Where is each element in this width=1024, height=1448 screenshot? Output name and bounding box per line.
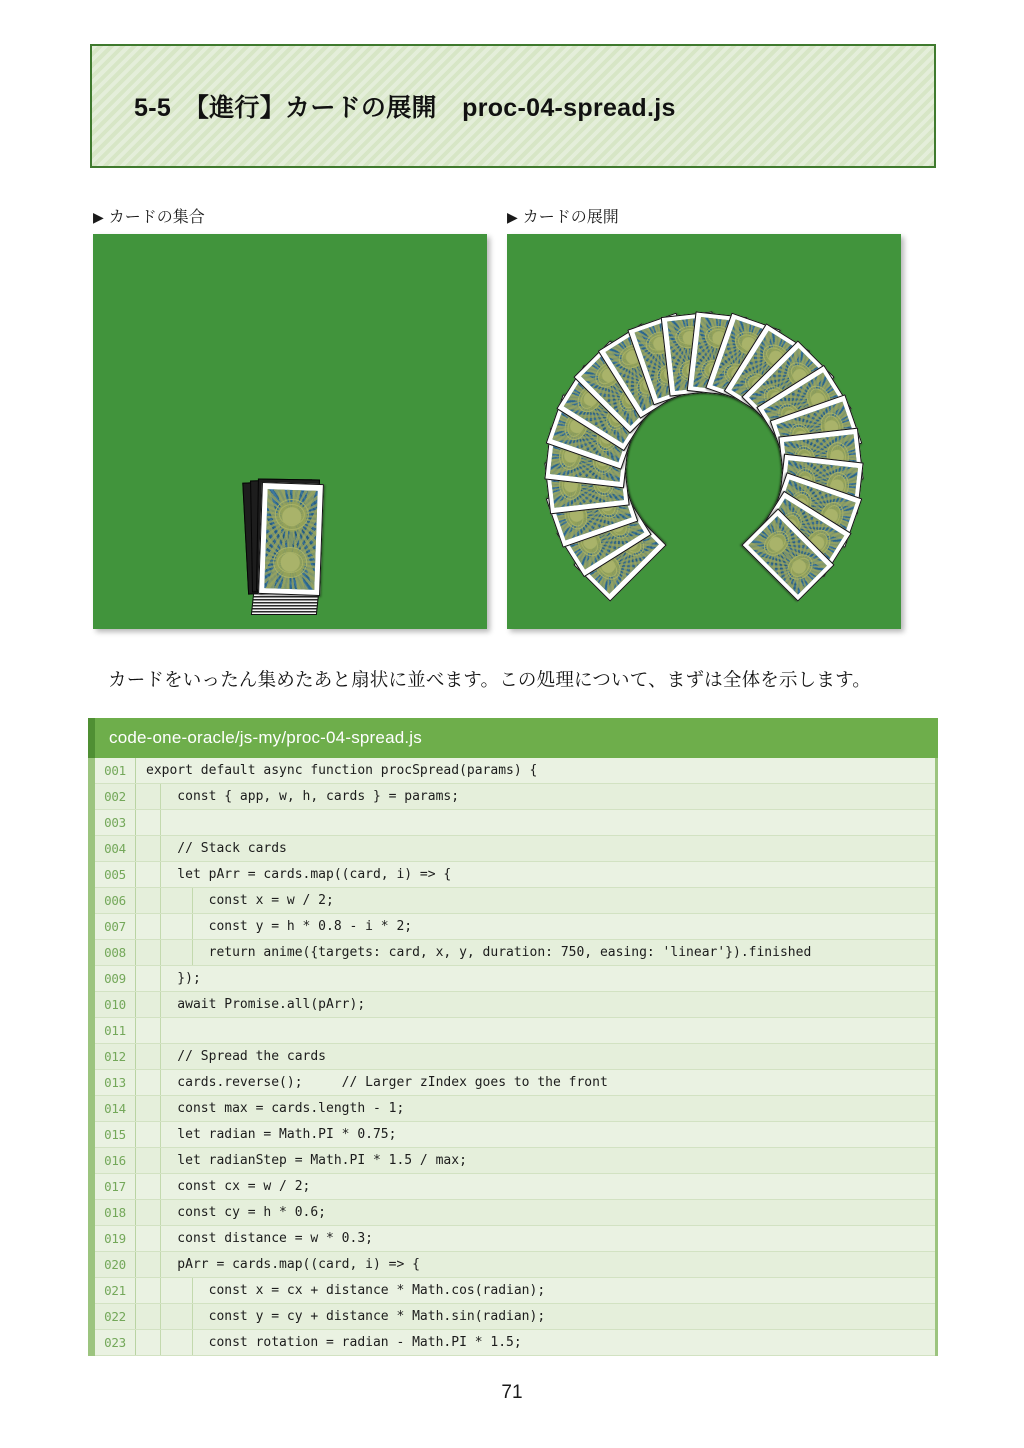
indent-guide — [160, 1174, 161, 1199]
code-line-text — [135, 1304, 935, 1329]
code-line — [95, 1174, 935, 1200]
code-line-number: 017 — [104, 1179, 126, 1194]
indent-guide — [192, 914, 193, 939]
code-line-text — [135, 1174, 935, 1199]
code-line — [95, 1252, 935, 1278]
card-back-top — [258, 482, 324, 596]
code-line-number: 018 — [104, 1205, 126, 1220]
code-line-number: 020 — [104, 1257, 126, 1272]
code-line-number: 021 — [104, 1283, 126, 1298]
code-line-text — [135, 784, 935, 809]
code-line — [95, 862, 935, 888]
code-line-number: 009 — [104, 971, 126, 986]
code-text-span: let radianStep = Math.PI * 1.5 / max; — [146, 1153, 467, 1168]
code-line — [95, 914, 935, 940]
code-line-number: 002 — [104, 789, 126, 804]
indent-guide — [192, 940, 193, 965]
code-text-span: const distance = w * 0.3; — [146, 1231, 373, 1246]
code-line — [95, 758, 935, 784]
code-line-text — [135, 1226, 935, 1251]
code-text-span: let radian = Math.PI * 0.75; — [146, 1127, 397, 1142]
code-line-text — [135, 1018, 935, 1043]
code-line-text — [135, 1200, 935, 1225]
code-line-text — [135, 1330, 935, 1355]
indent-guide — [160, 836, 161, 861]
code-line — [95, 1070, 935, 1096]
code-line — [95, 1044, 935, 1070]
code-line-number: 014 — [104, 1101, 126, 1116]
indent-guide — [160, 888, 161, 913]
code-line-number: 005 — [104, 867, 126, 882]
code-text-span: cards.reverse(); // Larger zIndex goes to the front — [146, 1075, 608, 1090]
code-line-number: 007 — [104, 919, 126, 934]
indent-guide — [160, 1148, 161, 1173]
code-line-number: 008 — [104, 945, 126, 960]
code-line — [95, 1200, 935, 1226]
code-line-text — [135, 888, 935, 913]
triangle-marker-icon: ▶ — [507, 209, 518, 225]
code-text-span: const rotation = radian - Math.PI * 1.5; — [146, 1335, 522, 1350]
page-title: 5-5 【進行】カードの展開 proc-04-spread.js — [134, 94, 676, 122]
code-line — [95, 1148, 935, 1174]
card-mandala-ring — [277, 551, 303, 573]
code-listing — [88, 718, 938, 1356]
indent-guide — [160, 1096, 161, 1121]
code-line — [95, 1226, 935, 1252]
code-text-span: // Spread the cards — [146, 1049, 327, 1064]
code-text-span: return anime({targets: card, x, y, duration: 750, easing: 'linear'}).finished — [146, 945, 812, 960]
indent-guide — [160, 1122, 161, 1147]
code-line-text — [135, 1148, 935, 1173]
code-line — [95, 1304, 935, 1330]
code-line-number: 011 — [104, 1023, 126, 1038]
code-line-number: 001 — [104, 763, 126, 778]
indent-guide — [160, 914, 161, 939]
code-text-span: pArr = cards.map((card, i) => { — [146, 1257, 420, 1272]
code-lines-container — [88, 758, 938, 1356]
code-filename-bar — [88, 718, 938, 758]
code-line-number: 022 — [104, 1309, 126, 1324]
indent-guide — [160, 992, 161, 1017]
code-line-number: 003 — [104, 815, 126, 830]
indent-guide — [160, 966, 161, 991]
code-line-number: 004 — [104, 841, 126, 856]
figure-caption-left-label: カードの集合 — [108, 209, 205, 226]
card-deck-stack — [248, 479, 328, 599]
code-line-text — [135, 758, 935, 783]
code-line — [95, 836, 935, 862]
code-line — [95, 1122, 935, 1148]
code-line-number: 023 — [104, 1335, 126, 1350]
indent-guide — [160, 1044, 161, 1069]
code-line-number: 006 — [104, 893, 126, 908]
figure-caption-right-label: カードの展開 — [522, 209, 619, 226]
figure-caption-right — [507, 204, 619, 227]
code-text-span: const x = w / 2; — [146, 893, 334, 908]
indent-guide — [192, 1278, 193, 1303]
indent-guide — [160, 1018, 161, 1043]
code-line — [95, 1330, 935, 1356]
code-text-span: const y = cy + distance * Math.sin(radian); — [146, 1309, 546, 1324]
code-line — [95, 966, 935, 992]
code-text-span: const x = cx + distance * Math.cos(radian); — [146, 1283, 546, 1298]
code-line — [95, 888, 935, 914]
code-line-text — [135, 914, 935, 939]
indent-guide — [160, 862, 161, 887]
indent-guide — [160, 1330, 161, 1355]
code-text-span: const cx = w / 2; — [146, 1179, 311, 1194]
code-text-span: // Stack cards — [146, 841, 287, 856]
code-line-text — [135, 940, 935, 965]
code-text-span — [146, 815, 177, 830]
code-line-number: 010 — [104, 997, 126, 1012]
code-line-number: 019 — [104, 1231, 126, 1246]
section-header — [90, 44, 936, 168]
code-line — [95, 940, 935, 966]
code-text-span — [146, 1023, 177, 1038]
card-fan-arc — [507, 234, 901, 629]
code-line-text — [135, 862, 935, 887]
code-line-text — [135, 1122, 935, 1147]
code-line-text — [135, 1252, 935, 1277]
code-line — [95, 1018, 935, 1044]
code-line-number: 013 — [104, 1075, 126, 1090]
code-line-text — [135, 810, 935, 835]
figure-caption-left — [93, 204, 205, 227]
indent-guide — [160, 1304, 161, 1329]
code-line-text — [135, 1070, 935, 1095]
figure-card-spread — [507, 234, 901, 629]
indent-guide — [192, 1330, 193, 1355]
code-text-span: const cy = h * 0.6; — [146, 1205, 327, 1220]
code-line — [95, 810, 935, 836]
indent-guide — [160, 1252, 161, 1277]
code-filename: code-one-oracle/js-my/proc-04-spread.js — [109, 728, 422, 747]
code-line-text — [135, 992, 935, 1017]
code-line — [95, 1096, 935, 1122]
page-number: 71 — [501, 1382, 523, 1403]
triangle-marker-icon: ▶ — [93, 209, 104, 225]
code-line-number: 016 — [104, 1153, 126, 1168]
indent-guide — [192, 1304, 193, 1329]
body-paragraph: カードをいったん集めたあと扇状に並べます。この処理について、まずは全体を示します。 — [108, 669, 872, 690]
indent-guide — [160, 1070, 161, 1095]
code-text-span: export default async function procSpread(params) { — [146, 763, 538, 778]
code-text-span: await Promise.all(pArr); — [146, 997, 366, 1012]
indent-guide — [160, 1200, 161, 1225]
code-text-span: let pArr = cards.map((card, i) => { — [146, 867, 452, 882]
code-line-number: 012 — [104, 1049, 126, 1064]
code-line-text — [135, 836, 935, 861]
indent-guide — [160, 784, 161, 809]
code-line-text — [135, 966, 935, 991]
code-line-text — [135, 1096, 935, 1121]
indent-guide — [160, 940, 161, 965]
code-line-text — [135, 1278, 935, 1303]
code-line-number: 015 — [104, 1127, 126, 1142]
code-line — [95, 784, 935, 810]
deck-edge-stripes — [251, 593, 319, 615]
indent-guide — [160, 1226, 161, 1251]
code-text-span: const y = h * 0.8 - i * 2; — [146, 919, 413, 934]
code-line — [95, 1278, 935, 1304]
card-back-pattern — [265, 489, 318, 590]
code-text-span: const { app, w, h, cards } = params; — [146, 789, 460, 804]
code-text-span: }); — [146, 971, 201, 986]
code-text-span: const max = cards.length - 1; — [146, 1101, 405, 1116]
indent-guide — [192, 888, 193, 913]
code-line-text — [135, 1044, 935, 1069]
indent-guide — [160, 1278, 161, 1303]
indent-guide — [160, 810, 161, 835]
figure-card-stack — [93, 234, 487, 629]
code-line — [95, 992, 935, 1018]
